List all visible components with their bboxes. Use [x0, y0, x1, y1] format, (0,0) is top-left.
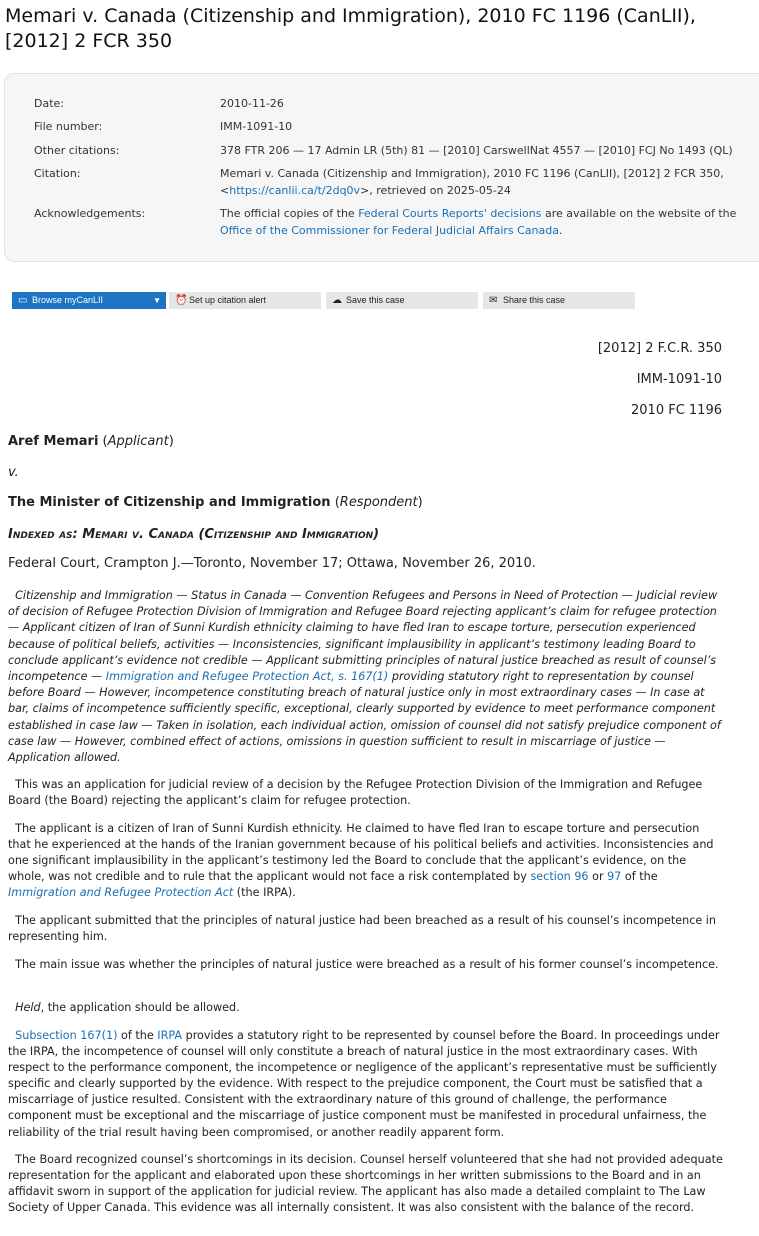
irpa-167-link[interactable]: Immigration and Refugee Protection Act, s. 167(1): [105, 670, 389, 684]
envelope-icon: ✉: [489, 295, 498, 306]
court-line: Federal Court, Crampton J.—Toronto, November 17; Ottawa, November 26, 2010.: [8, 556, 536, 571]
federal-courts-reports-link[interactable]: Federal Courts Reports' decisions: [358, 207, 542, 220]
paragraph-6: [8, 1028, 724, 1141]
paragraph-7: [8, 1152, 724, 1216]
irpa-link[interactable]: IRPA: [157, 1029, 183, 1042]
acknowledgements-label: Acknowledgements:: [34, 207, 146, 220]
paragraph-3-text: The applicant submitted that the principles of natural justice had been breached as a result of his counsel’s incompetence in representing him.: [8, 914, 717, 944]
paragraph-2: [8, 821, 724, 901]
file-number-value: IMM-1091-10: [220, 120, 293, 133]
paragraph-7-text: The Board recognized counsel’s shortcomings in its decision. Counsel herself volunteered that she had not provided adequate representation for the applicant and elaborated upon these shortcomings in her written submissions to the Board and in an affidavit sworn in support of the application for judicial review. The applicant has also made a detailed complaint to The Law Society of Upper Canada. This evidence was all internally consistent. It was also consistent with the balance of the record.: [8, 1153, 723, 1215]
respondent-name: The Minister of Citizenship and Immigration: [8, 495, 331, 510]
irpa-act-link[interactable]: Immigration and Refugee Protection Act: [8, 886, 234, 900]
citation-alert-button[interactable]: [169, 292, 321, 309]
paragraph-2-text-a: The applicant is a citizen of Iran of Sunni Kurdish ethnicity. He claimed to have fled Iran to escape torture and persecution that he experienced at the hands of the Iranian government because of his political beliefs and activities. Inconsistencies and one significant implausibility in the applicant’s testimony led the Board to conclude that the applicant’s evidence, on the whole, was not credible and to rule that the applicant would not face a risk contemplated by: [8, 822, 714, 884]
cloud-download-icon: ☁: [332, 295, 342, 306]
court-file-number: IMM-1091-10: [636, 372, 722, 387]
respondent-role: Respondent: [339, 495, 418, 510]
paragraph-1-text: This was an application for judicial review of a decision by the Refugee Protection Division of the Immigration and Refugee Board (the Board) rejecting the applicant’s claim for refugee protection.: [8, 778, 703, 808]
browse-mycanlii-button[interactable]: [12, 292, 166, 309]
report-citation: [2012] 2 F.C.R. 350: [597, 341, 722, 356]
save-case-label: Save this case: [346, 295, 405, 305]
citation-bracket-open: <: [220, 184, 230, 197]
summary-part-1: Citizenship and Immigration — Status in Canada — Convention Refugees and Persons in Need of Protection — Judicial review of decision of Refugee Protection Division of Immigration and Refugee Board rejecting applicant’s claim for refugee protection — Applicant citizen of Iran of Sunni Kurdish ethnicity claiming to have fled Iran to escape torture, persecution experienced because of political beliefs, activities — Inconsistencies, significant implausibility in applicant’s testimony leading Board to conclude applicant’s evidence not credible — Applicant submitting principles of natural justice breached as result of counsel’s incompetence —: [8, 589, 718, 684]
ack-text-3: .: [559, 224, 563, 237]
paragraph-5: [8, 1000, 724, 1016]
paragraph-3: [8, 913, 724, 945]
caret-down-icon: ▼: [153, 296, 161, 305]
share-case-button[interactable]: [483, 292, 635, 309]
folder-icon: ▭: [18, 295, 28, 306]
paragraph-6-text-a: of the: [117, 1029, 158, 1042]
respondent-line: The Minister of Citizenship and Immigration (Respondent): [8, 495, 423, 510]
share-case-label: Share this case: [503, 295, 566, 305]
paragraph-2-text-d: (the IRPA).: [233, 886, 296, 900]
applicant-name: Aref Memari: [8, 434, 99, 449]
file-number-label: File number:: [34, 120, 103, 133]
ack-text-1: The official copies of the: [220, 207, 359, 220]
date-value: 2010-11-26: [220, 97, 284, 110]
citation-label: Citation:: [34, 167, 81, 180]
headnote-summary: [8, 588, 724, 766]
citation-text: Memari v. Canada (Citizenship and Immigration), 2010 FC 1196 (CanLII), [2012] 2 FCR 350,: [220, 167, 724, 180]
alarm-clock-icon: ⏰: [175, 295, 188, 306]
date-label: Date:: [34, 97, 64, 110]
citation-url-link[interactable]: https://canlii.ca/t/2dq0v: [229, 184, 361, 197]
neutral-citation: 2010 FC 1196: [631, 403, 722, 418]
indexed-as: Indexed as: Memari v. Canada (Citizenship and Immigration): [8, 527, 380, 542]
other-citations-label: Other citations:: [34, 144, 120, 157]
subsection-167-link[interactable]: Subsection 167(1): [15, 1029, 118, 1042]
save-case-button[interactable]: [326, 292, 478, 309]
ack-text-2: are available on the website of the: [541, 207, 737, 220]
paragraph-1: [8, 777, 724, 809]
other-citations-value: 378 FTR 206 — 17 Admin LR (5th) 81 — [2010] CarswellNat 4557 — [2010] FCJ No 1493 (QL): [220, 144, 733, 157]
versus: v.: [8, 465, 19, 480]
citation-value: [220, 165, 759, 199]
section-96-link[interactable]: section 96: [530, 870, 589, 884]
applicant-line: Aref Memari (Applicant): [8, 434, 174, 449]
case-info-box: [4, 73, 759, 262]
paragraph-2-text-b: or: [588, 870, 608, 884]
held-word: Held: [15, 1001, 41, 1014]
browse-mycanlii-label: Browse myCanLII: [32, 295, 104, 305]
paragraph-5-text: , the application should be allowed.: [40, 1001, 240, 1014]
section-97-link[interactable]: 97: [607, 870, 622, 884]
commissioner-link[interactable]: Office of the Commissioner for Federal Judicial Affairs Canada: [220, 224, 559, 237]
acknowledgements-value: [220, 205, 759, 239]
paragraph-4: [8, 957, 724, 973]
citation-alert-label: Set up citation alert: [189, 295, 267, 305]
paragraph-4-text: The main issue was whether the principles of natural justice were breached as a result of his former counsel’s incompetence.: [15, 958, 719, 971]
paragraph-6-text-b: provides a statutory right to be represented by counsel before the Board. In proceedings under the IRPA, the incompetence of counsel will only constitute a breach of natural justice in the most extraordinary cases. With respect to the performance component, the incompetence or negligence of the applicant’s representative must be sufficiently specific and clearly supported by the evidence. With respect to the prejudice component, the Court must be satisfied that a miscarriage of justice resulted. Consistent with the extraordinary nature of this ground of challenge, the performance component must be exceptional and the miscarriage of justice component must be manifested in procedural unfairness, the reliability of the trial result having been compromised, or another readily apparent form.: [8, 1029, 720, 1139]
page-title: Memari v. Canada (Citizenship and Immigration), 2010 FC 1196 (CanLII), [2012] 2 FCR 350: [5, 5, 696, 52]
applicant-role: Applicant: [107, 434, 169, 449]
citation-retrieved: >, retrieved on 2025-05-24: [360, 184, 511, 197]
summary-part-2: providing statutory right to representation by counsel before Board — However, incompetence constituting breach of natural justice only in most extraordinary cases — In case at bar, claims of incompetence sufficiently specific, exceptional, clearly supported by evidence to meet performance component established in case law — Taken in isolation, each individual action, omission of counsel did not satisfy prejudice component of case law — However, combined effect of actions, omissions in question sufficient to result in miscarriage of justice — Application allowed.: [8, 670, 721, 765]
paragraph-2-text-c: of the: [621, 870, 658, 884]
